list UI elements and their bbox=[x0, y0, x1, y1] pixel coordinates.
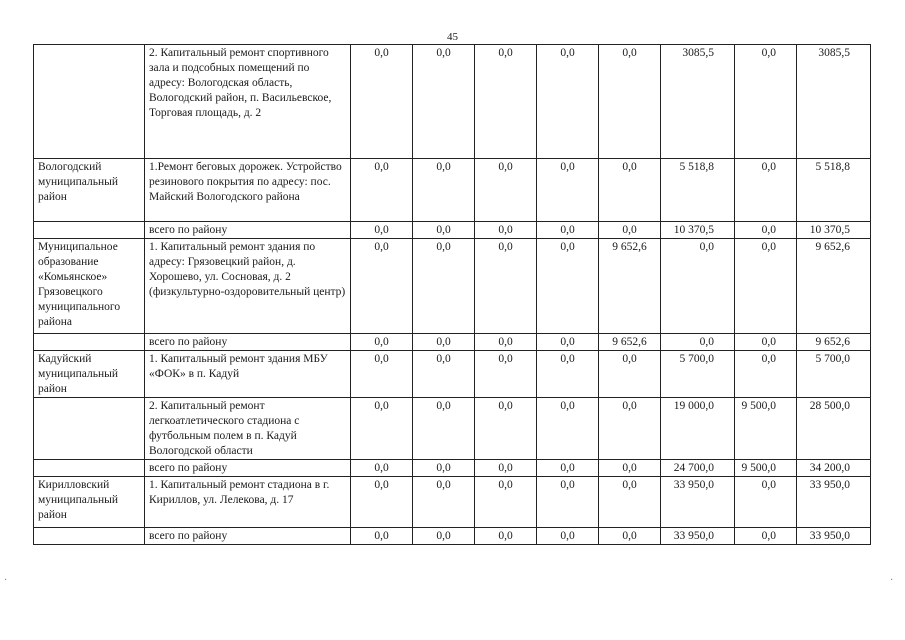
value-cell: 0,0 bbox=[475, 45, 537, 159]
value-cell: 0,0 bbox=[537, 351, 599, 398]
district-cell: Кадуйский муниципальный район bbox=[34, 351, 145, 398]
value-cell: 33 950,0 bbox=[661, 477, 735, 528]
value-cell: 0,0 bbox=[475, 351, 537, 398]
value-cell: 3085,5 bbox=[797, 45, 871, 159]
value-cell: 0,0 bbox=[351, 45, 413, 159]
table-row bbox=[34, 159, 871, 222]
value-cell: 0,0 bbox=[735, 528, 797, 545]
value-cell: 0,0 bbox=[475, 222, 537, 239]
value-cell: 3085,5 bbox=[661, 45, 735, 159]
budget-table bbox=[33, 44, 871, 545]
value-cell: 0,0 bbox=[537, 460, 599, 477]
value-cell: 0,0 bbox=[475, 159, 537, 222]
work-item-cell: 1. Капитальный ремонт стадиона в г. Кириллов, ул. Лелекова, д. 17 bbox=[145, 477, 351, 528]
value-cell: 0,0 bbox=[599, 460, 661, 477]
value-cell: 0,0 bbox=[413, 334, 475, 351]
value-cell: 0,0 bbox=[413, 460, 475, 477]
value-cell: 0,0 bbox=[475, 398, 537, 460]
value-cell: 33 950,0 bbox=[661, 528, 735, 545]
table-row bbox=[34, 398, 871, 460]
table-row bbox=[34, 477, 871, 528]
value-cell: 0,0 bbox=[413, 528, 475, 545]
value-cell: 0,0 bbox=[413, 477, 475, 528]
district-total-label: всего по району bbox=[145, 334, 351, 351]
value-cell: 0,0 bbox=[661, 239, 735, 334]
value-cell: 0,0 bbox=[351, 351, 413, 398]
value-cell: 0,0 bbox=[351, 334, 413, 351]
value-cell: 9 652,6 bbox=[599, 239, 661, 334]
value-cell: 0,0 bbox=[537, 222, 599, 239]
table-row bbox=[34, 351, 871, 398]
work-item-cell: 1. Капитальный ремонт здания МБУ «ФОК» в п. Кадуй bbox=[145, 351, 351, 398]
value-cell: 10 370,5 bbox=[661, 222, 735, 239]
value-cell: 0,0 bbox=[475, 334, 537, 351]
value-cell: 0,0 bbox=[599, 351, 661, 398]
value-cell: 33 950,0 bbox=[797, 477, 871, 528]
value-cell: 0,0 bbox=[735, 477, 797, 528]
table-row bbox=[34, 239, 871, 334]
work-item-cell: 1. Капитальный ремонт здания по адресу: Грязовецкий район, д. Хорошево, ул. Сосновая, д. 2 (физкультурно-оздоровительный центр) bbox=[145, 239, 351, 334]
table-row bbox=[34, 222, 871, 239]
district-cell bbox=[34, 398, 145, 460]
value-cell: 0,0 bbox=[599, 528, 661, 545]
value-cell: 0,0 bbox=[537, 334, 599, 351]
value-cell: 0,0 bbox=[599, 45, 661, 159]
value-cell: 9 500,0 bbox=[735, 460, 797, 477]
value-cell: 9 652,6 bbox=[599, 334, 661, 351]
value-cell: 0,0 bbox=[735, 45, 797, 159]
table-row bbox=[34, 460, 871, 477]
value-cell: 0,0 bbox=[351, 159, 413, 222]
value-cell: 10 370,5 bbox=[797, 222, 871, 239]
value-cell: 0,0 bbox=[351, 460, 413, 477]
district-cell bbox=[34, 222, 145, 239]
district-cell bbox=[34, 460, 145, 477]
value-cell: 0,0 bbox=[475, 460, 537, 477]
value-cell: 0,0 bbox=[537, 159, 599, 222]
value-cell: 0,0 bbox=[413, 222, 475, 239]
value-cell: 0,0 bbox=[735, 351, 797, 398]
district-cell bbox=[34, 528, 145, 545]
value-cell: 19 000,0 bbox=[661, 398, 735, 460]
value-cell: 0,0 bbox=[413, 351, 475, 398]
value-cell: 0,0 bbox=[413, 239, 475, 334]
value-cell: 24 700,0 bbox=[661, 460, 735, 477]
value-cell: 0,0 bbox=[351, 477, 413, 528]
value-cell: 0,0 bbox=[537, 239, 599, 334]
value-cell: 0,0 bbox=[413, 398, 475, 460]
value-cell: 34 200,0 bbox=[797, 460, 871, 477]
table-row bbox=[34, 334, 871, 351]
value-cell: 0,0 bbox=[537, 528, 599, 545]
value-cell: 0,0 bbox=[661, 334, 735, 351]
value-cell: 0,0 bbox=[537, 398, 599, 460]
value-cell: 0,0 bbox=[735, 239, 797, 334]
value-cell: 0,0 bbox=[351, 239, 413, 334]
value-cell: 9 652,6 bbox=[797, 239, 871, 334]
work-item-cell: 2. Капитальный ремонт спортивного зала и подсобных помещений по адресу: Вологодская область, Вологодский район, п. Васильевское, Торговая площадь, д. 2 bbox=[145, 45, 351, 159]
value-cell: 5 700,0 bbox=[661, 351, 735, 398]
district-cell bbox=[34, 334, 145, 351]
district-cell bbox=[34, 45, 145, 159]
district-cell: Кирилловский муниципальный район bbox=[34, 477, 145, 528]
district-cell: Вологодский муниципальный район bbox=[34, 159, 145, 222]
value-cell: 28 500,0 bbox=[797, 398, 871, 460]
value-cell: 0,0 bbox=[599, 398, 661, 460]
value-cell: 0,0 bbox=[413, 45, 475, 159]
district-cell: Муниципальное образование «Комьянское» Грязовецкого муниципального района bbox=[34, 239, 145, 334]
work-item-cell: 1.Ремонт беговых дорожек. Устройство резинового покрытия по адресу: пос. Майский Вологодского района bbox=[145, 159, 351, 222]
district-total-label: всего по району bbox=[145, 222, 351, 239]
scan-mark-right: · bbox=[890, 575, 894, 586]
value-cell: 0,0 bbox=[475, 477, 537, 528]
value-cell: 0,0 bbox=[537, 477, 599, 528]
value-cell: 0,0 bbox=[735, 159, 797, 222]
value-cell: 0,0 bbox=[475, 528, 537, 545]
value-cell: 5 518,8 bbox=[661, 159, 735, 222]
value-cell: 5 518,8 bbox=[797, 159, 871, 222]
value-cell: 0,0 bbox=[475, 239, 537, 334]
value-cell: 33 950,0 bbox=[797, 528, 871, 545]
value-cell: 0,0 bbox=[351, 528, 413, 545]
value-cell: 0,0 bbox=[599, 159, 661, 222]
work-item-cell: 2. Капитальный ремонт легкоатлетического стадиона с футбольным полем в п. Кадуй Вологодской области bbox=[145, 398, 351, 460]
value-cell: 5 700,0 bbox=[797, 351, 871, 398]
value-cell: 9 652,6 bbox=[797, 334, 871, 351]
table-row bbox=[34, 45, 871, 159]
value-cell: 0,0 bbox=[599, 477, 661, 528]
scan-mark-left: · bbox=[4, 575, 8, 586]
table-row bbox=[34, 528, 871, 545]
value-cell: 0,0 bbox=[413, 159, 475, 222]
district-total-label: всего по району bbox=[145, 460, 351, 477]
value-cell: 0,0 bbox=[599, 222, 661, 239]
value-cell: 0,0 bbox=[351, 398, 413, 460]
value-cell: 0,0 bbox=[351, 222, 413, 239]
value-cell: 0,0 bbox=[537, 45, 599, 159]
district-total-label: всего по району bbox=[145, 528, 351, 545]
page-number: 45 bbox=[447, 31, 458, 43]
value-cell: 9 500,0 bbox=[735, 398, 797, 460]
value-cell: 0,0 bbox=[735, 334, 797, 351]
value-cell: 0,0 bbox=[735, 222, 797, 239]
